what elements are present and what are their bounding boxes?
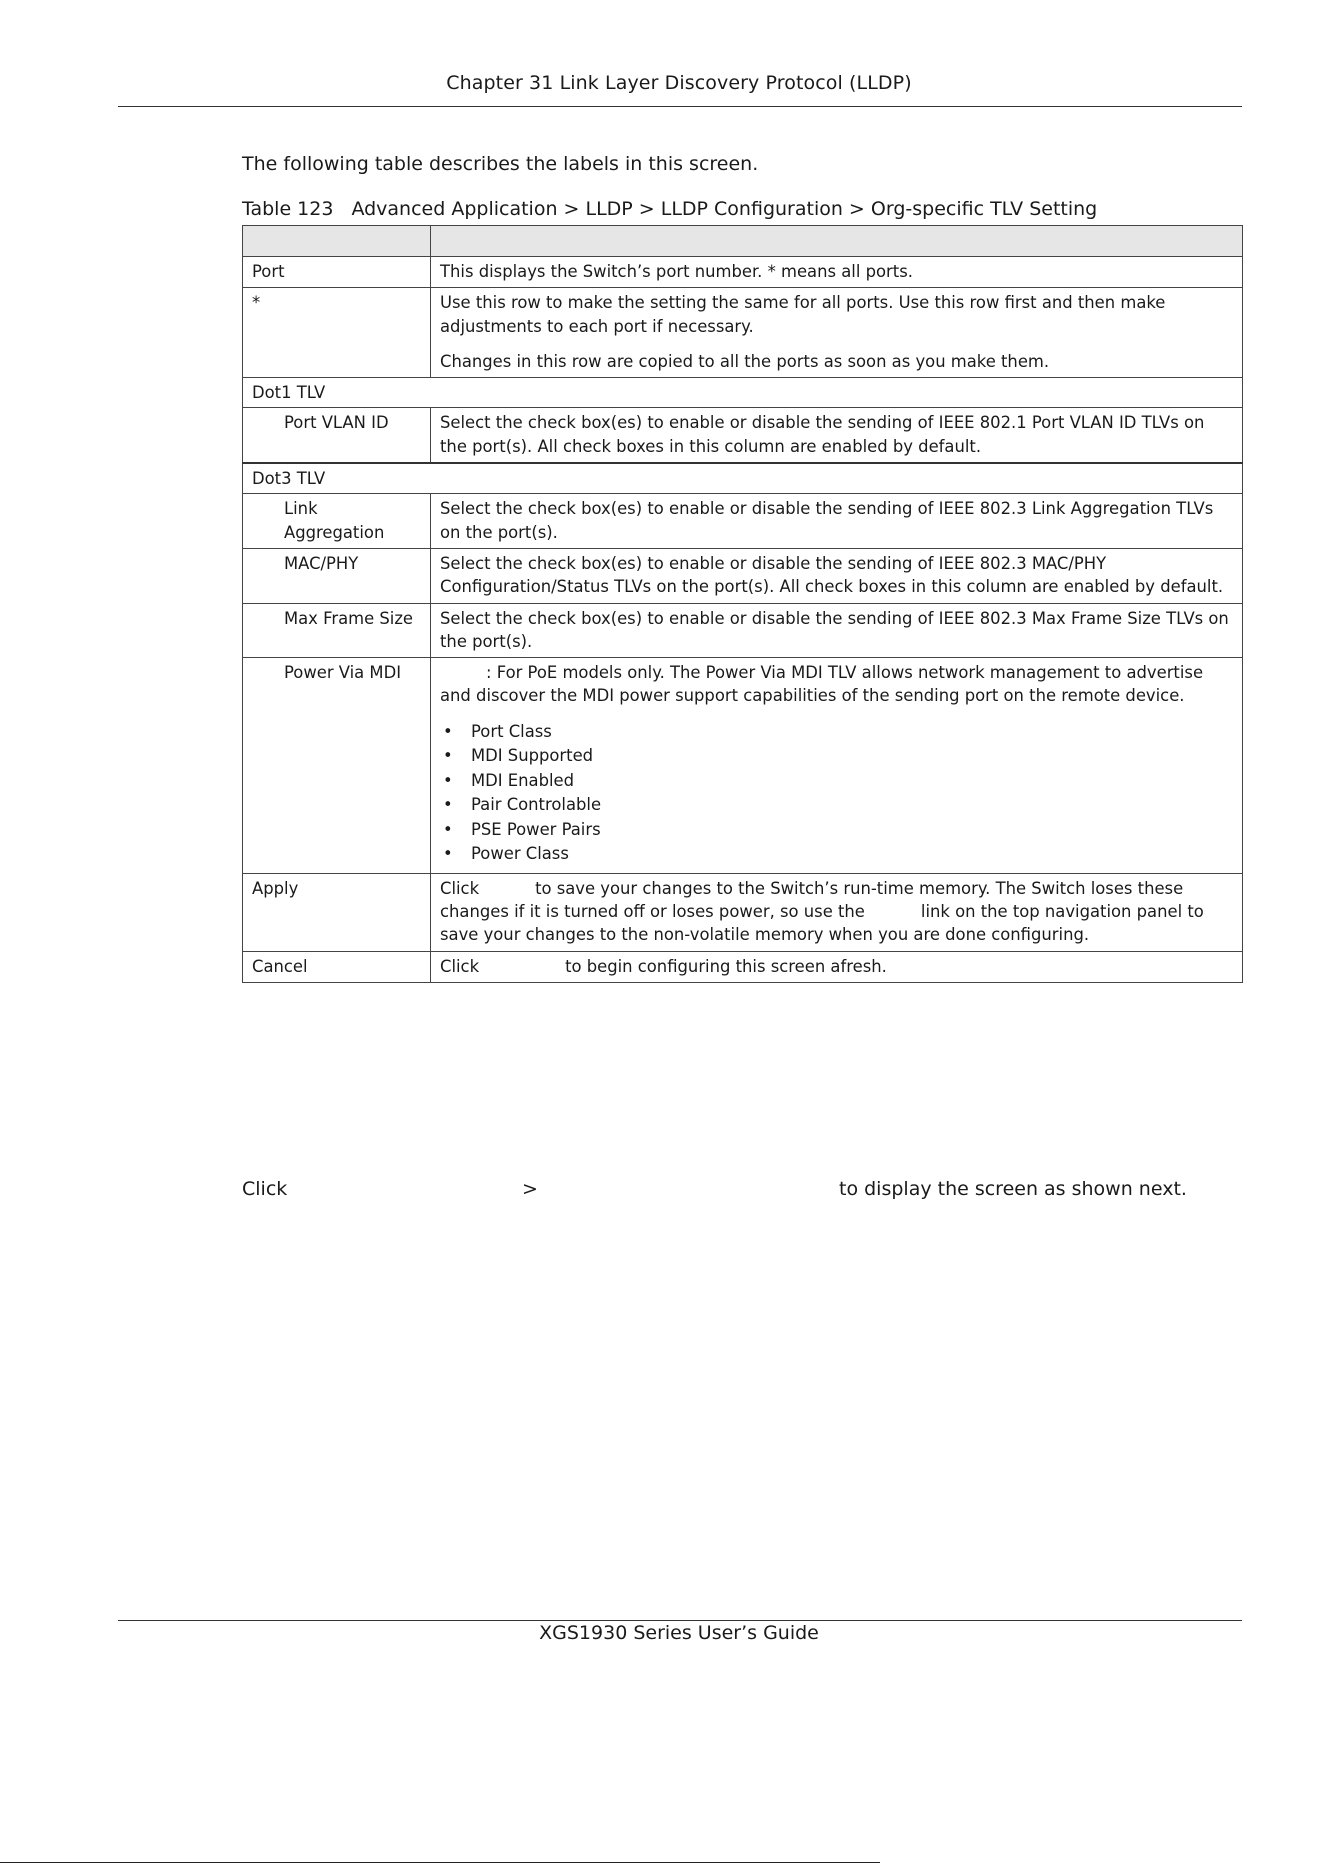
row-label: Port — [243, 257, 431, 288]
table-row-max-frame-size — [243, 603, 1243, 658]
row-description-text: Click — [440, 878, 480, 898]
page-edge-divider — [0, 1862, 880, 1863]
navigation-instruction — [242, 1178, 1242, 1200]
row-label: * — [243, 288, 431, 378]
row-label: Max Frame Size — [243, 603, 431, 658]
footer-guide-title: XGS1930 Series User’s Guide — [539, 1622, 819, 1644]
instruction-text: Click — [242, 1178, 288, 1200]
row-description: Select the check box(es) to enable or disable the sending of IEEE 802.1 Port VLAN ID TLVs on the port(s). All check boxes in this column are enabled by default. — [431, 408, 1243, 463]
table-header-row — [243, 226, 1243, 257]
row-description: Select the check box(es) to enable or disable the sending of IEEE 802.3 Max Frame Size TLVs on the port(s). — [431, 603, 1243, 658]
row-description — [431, 873, 1243, 951]
table-section-dot3-tlv — [243, 463, 1243, 494]
tlv-field-list — [440, 720, 1233, 867]
table-row-power-via-mdi — [243, 658, 1243, 874]
row-description — [431, 951, 1243, 982]
section-label: Dot3 TLV — [243, 463, 1243, 494]
header-divider — [118, 106, 1242, 107]
row-description: Select the check box(es) to enable or disable the sending of IEEE 802.3 Link Aggregation TLVs on the port(s). — [431, 494, 1243, 549]
list-item: • Port Class — [440, 720, 1233, 745]
table-caption — [242, 198, 1097, 220]
list-item: • Pair Controlable — [440, 793, 1233, 818]
list-item: • PSE Power Pairs — [440, 818, 1233, 843]
row-description-text: to begin configuring this screen afresh. — [565, 956, 887, 976]
table-row-mac-phy — [243, 548, 1243, 603]
row-description-text: Click — [440, 956, 480, 976]
row-description-text: to save your changes to the Switch’s run-time memory. The Switch loses these changes if it is turned off or loses power, so use the — [440, 878, 1184, 922]
row-description: Select the check box(es) to enable or disable the sending of IEEE 802.3 MAC/PHY Configuration/Status TLVs on the port(s). All check boxes in this column are enabled by default. — [431, 548, 1243, 603]
table-caption-number: Table 123 — [242, 198, 334, 220]
row-description-paragraph: Use this row to make the setting the same for all ports. Use this row first and then make adjustments to each port if necessary. — [440, 293, 1166, 336]
row-description-paragraph — [440, 661, 1233, 708]
table-row-apply — [243, 873, 1243, 951]
row-label: Link Aggregation — [243, 494, 431, 549]
table-row-link-aggregation — [243, 494, 1243, 549]
intro-text: The following table describes the labels in this screen. — [242, 153, 759, 175]
header-label-cell — [243, 226, 431, 257]
row-label: Port VLAN ID — [243, 408, 431, 463]
instruction-separator: > — [522, 1178, 538, 1200]
row-label: Cancel — [243, 951, 431, 982]
row-label: MAC/PHY — [243, 548, 431, 603]
table-caption-title: Advanced Application > LLDP > LLDP Configuration > Org-specific TLV Setting — [351, 198, 1098, 220]
row-description — [431, 288, 1243, 378]
chapter-header: Chapter 31 Link Layer Discovery Protocol (LLDP) — [446, 72, 912, 94]
list-item: • MDI Supported — [440, 744, 1233, 769]
instruction-text: to display the screen as shown next. — [839, 1178, 1187, 1200]
header-description-cell — [431, 226, 1243, 257]
row-description: This displays the Switch’s port number. * means all ports. — [431, 257, 1243, 288]
row-label: Apply — [243, 873, 431, 951]
section-label: Dot1 TLV — [243, 378, 1243, 408]
table-row-port-vlan-id — [243, 408, 1243, 463]
row-description — [431, 658, 1243, 874]
row-label: Power Via MDI — [243, 658, 431, 874]
list-item: • Power Class — [440, 842, 1233, 867]
table-section-dot1-tlv — [243, 378, 1243, 408]
description-table — [242, 225, 1243, 983]
row-description-paragraph: Changes in this row are copied to all the ports as soon as you make them. — [440, 351, 1050, 371]
table-row-port — [243, 257, 1243, 288]
table-row-all-ports — [243, 288, 1243, 378]
row-description-text: : For PoE models only. The Power Via MDI TLV allows network management to advertise and discover the MDI power support capabilities of the sending port on the remote device. — [440, 663, 1204, 706]
table-row-cancel — [243, 951, 1243, 982]
footer-divider — [118, 1620, 1242, 1621]
row-description-text: link on the top navigation panel to save your changes to the non-volatile memory when you are done configuring. — [440, 902, 1204, 945]
list-item: • MDI Enabled — [440, 769, 1233, 794]
